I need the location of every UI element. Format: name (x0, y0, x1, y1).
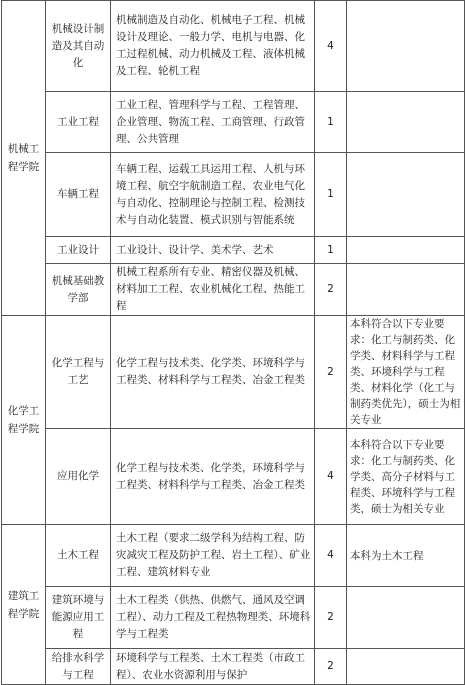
college-cell (2, 1, 46, 316)
major-cell (46, 153, 111, 237)
count: 4 (327, 549, 334, 561)
count: 4 (327, 470, 334, 482)
remark-cell (347, 237, 465, 264)
remark-cell (347, 429, 465, 525)
count-cell (315, 316, 347, 429)
count: 4 (327, 39, 334, 52)
major-cell (46, 1, 111, 92)
remark-cell (347, 525, 465, 587)
major-cell (46, 92, 111, 153)
recruitment-table (1, 0, 465, 685)
count: 2 (327, 611, 334, 623)
range-cell (111, 1, 315, 92)
range-cell (111, 153, 315, 237)
range-cell (111, 92, 315, 153)
major-name: 机械设计制造及其自动化 (51, 22, 105, 69)
range-cell (111, 429, 315, 525)
major-cell (46, 264, 111, 316)
count-cell (315, 1, 347, 92)
count: 2 (327, 365, 334, 378)
remark-cell (347, 1, 465, 92)
major-cell (46, 429, 111, 525)
count: 2 (327, 660, 334, 672)
major-range: 化学工程与技术类、化学类、环境科学与工程类、材料科学与工程类、冶金工程类 (116, 357, 305, 386)
major-cell (46, 649, 111, 685)
remark: 本科符合以下专业要求：化工与制药类、化学类、高分子材料与工程类、环境科学与工程类，硕士为相关专业 (350, 438, 455, 515)
major-cell (46, 237, 111, 264)
major-range: 工业工程、管理科学与工程、工程管理、企业管理、物流工程、工商管理、行政管理、公共管理 (116, 98, 305, 145)
major-range: 化学工程与技术类、化学类，环境科学与工程类、材料科学与工程类、冶金工程类 (116, 461, 305, 491)
college-name: 机械工程学院 (7, 143, 40, 173)
remark: 本科为土木工程 (350, 549, 424, 562)
major-range: 车辆工程、运载工具运用工程、人机与环境工程、航空宇航制造工程、农业电气化与自动化、控制理论与控制工程、检测技术与自动化装置、模式识别与智能系统 (116, 162, 305, 226)
table-row (2, 264, 465, 316)
remark-cell (347, 153, 465, 237)
count-cell (315, 264, 347, 316)
major-range: 土木工程（要求二级学科为结构工程、防灾减灾工程及防护工程、岩土工程）、矿业工程、建筑材料专业 (116, 532, 311, 578)
table-row (2, 92, 465, 153)
college-name: 化学工程学院 (7, 405, 40, 435)
range-cell (111, 237, 315, 264)
count-cell (315, 92, 347, 153)
range-cell (111, 264, 315, 316)
count: 1 (327, 115, 334, 128)
count-cell (315, 587, 347, 649)
remark-cell (347, 587, 465, 649)
remark-cell (347, 649, 465, 685)
remark-cell (347, 264, 465, 316)
table-row (2, 429, 465, 525)
range-cell (111, 587, 315, 649)
major-range: 土木工程类（供热、供燃气、通风及空调工程）、动力工程及工程热物理类、环境科学与工程类 (116, 594, 311, 640)
major-name: 建筑环境与能源应用工程 (51, 594, 105, 640)
remark-cell (347, 316, 465, 429)
major-name: 工业设计 (57, 243, 99, 256)
count-cell (315, 237, 347, 264)
remark-cell (347, 92, 465, 153)
count: 1 (327, 188, 334, 200)
college-name: 建筑工程学院 (7, 589, 40, 620)
major-name: 化学工程与工艺 (51, 357, 105, 386)
count-cell (315, 429, 347, 525)
table-row (2, 316, 465, 429)
major-name: 工业工程 (57, 115, 99, 128)
major-range: 机械制造及自动化、机械电子工程、机械设计及理论、一般力学、电机与电器、化工过程机械、动力机械及工程、液体机械及工程、轮机工程 (116, 14, 305, 77)
major-cell (46, 316, 111, 429)
table-row (2, 1, 465, 92)
major-range: 机械工程系所有专业、精密仪器及机械、材料加工工程、农业机械化工程、热能工程 (116, 266, 305, 312)
table-row (2, 587, 465, 649)
range-cell (111, 649, 315, 685)
college-cell (2, 316, 46, 525)
table-row (2, 525, 465, 587)
count-cell (315, 153, 347, 237)
major-range: 工业设计、设计学、美术学、艺术 (116, 243, 274, 256)
count-cell (315, 649, 347, 685)
major-name: 给排水科学与工程 (51, 651, 105, 681)
count-cell (315, 525, 347, 587)
count: 1 (327, 243, 334, 256)
major-name: 车辆工程 (57, 188, 99, 200)
major-name: 机械基础教学部 (51, 274, 105, 304)
college-cell (2, 525, 46, 685)
range-cell (111, 316, 315, 429)
major-cell (46, 587, 111, 649)
major-cell (46, 525, 111, 587)
major-name: 应用化学 (57, 470, 99, 482)
major-range: 环境科学与工程类、土木工程类（市政工程）、农业水资源利用与保护 (116, 651, 305, 681)
table-row (2, 153, 465, 237)
count: 2 (327, 283, 334, 295)
range-cell (111, 525, 315, 587)
table-row (2, 649, 465, 685)
remark: 本科符合以下专业要求：化工与制药类、化学类、材料科学与工程类、环境科学与工程类、材料化学（化工与制药类优先），硕士为相关专业 (350, 318, 461, 426)
table-row (2, 237, 465, 264)
major-name: 土木工程 (57, 549, 99, 561)
